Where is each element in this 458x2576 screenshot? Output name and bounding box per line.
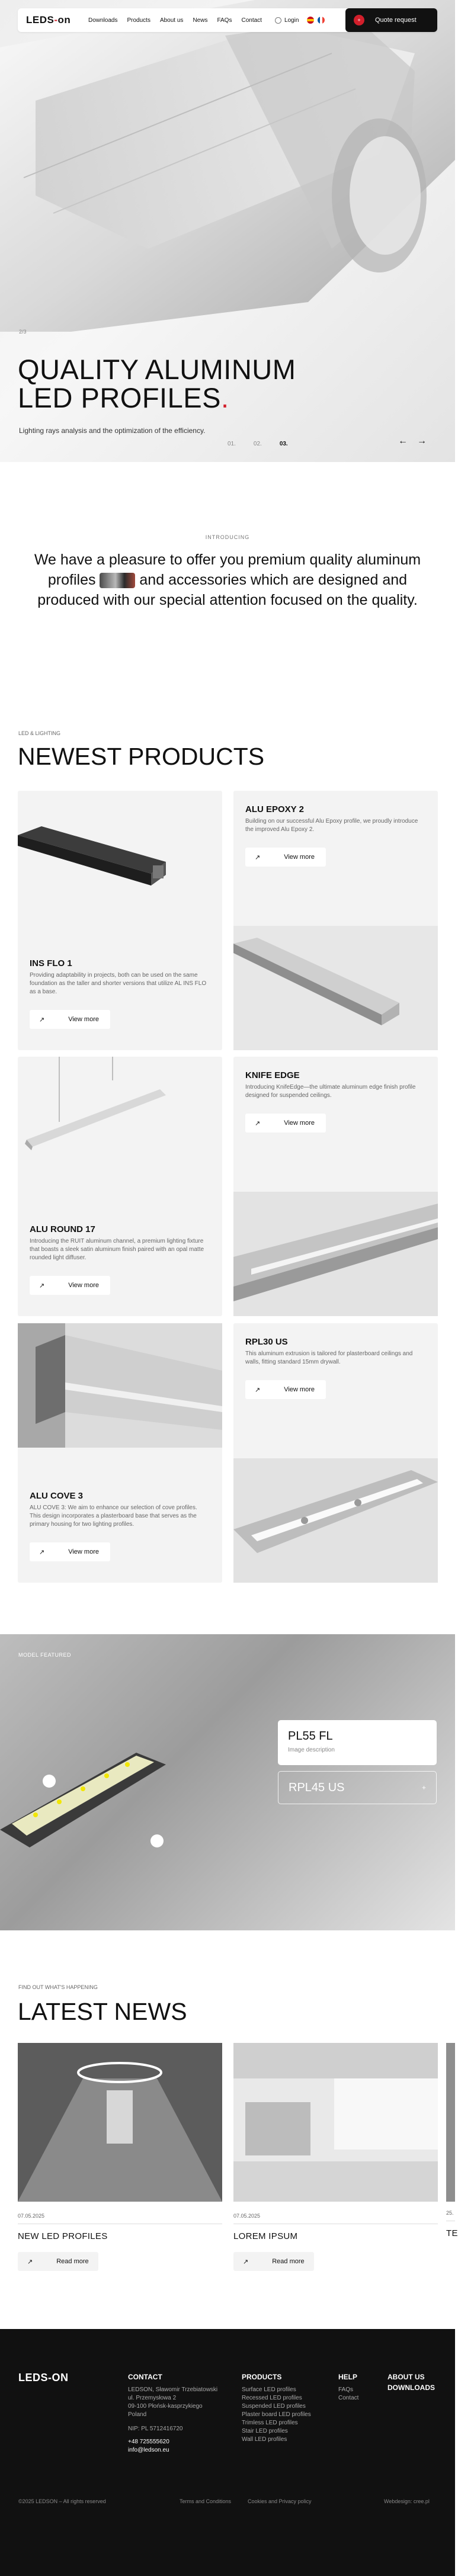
- footer-address-line: LEDSON, Sławomir Trzebiatowski: [128, 2386, 218, 2393]
- intro-text: We have a pleasure to offer you premium quality aluminum profiles and accessories which are designed and produced with our special attention focused on the quality.: [34, 551, 421, 608]
- footer-about-link[interactable]: ABOUT US: [387, 2373, 425, 2381]
- footer-address-line: 09-100 Płońsk-kasprzykiego: [128, 2403, 203, 2410]
- product-name: KNIFE EDGE: [245, 1070, 300, 1080]
- footer-link[interactable]: Suspended LED profiles: [242, 2403, 306, 2410]
- news-image: [446, 2043, 455, 2202]
- news-date: 07.05.2025: [233, 2213, 261, 2219]
- hero-section: [0, 0, 455, 462]
- product-image: [18, 791, 222, 915]
- product-description: ALU COVE 3: We aim to enhance our selection of cove profiles. This design incorporates a plasterboard base that serves as the primary housing for two lighting profiles.: [30, 1504, 197, 1528]
- featured-label: MODEL FEATURED: [18, 1652, 72, 1658]
- logo[interactable]: LEDS-on: [26, 14, 71, 25]
- news-date: 25.: [446, 2210, 454, 2216]
- login-link[interactable]: Login: [275, 17, 299, 24]
- view-more-button[interactable]: ↗ View more: [245, 1380, 326, 1399]
- footer-downloads-link[interactable]: DOWNLOADS: [387, 2383, 435, 2392]
- arrow-up-right-icon: ↗: [255, 1386, 261, 1394]
- nav-contact[interactable]: Contact: [241, 17, 262, 24]
- product-image: [233, 926, 438, 1050]
- featured-card-active[interactable]: [278, 1720, 437, 1765]
- intro-inline-image: [100, 573, 135, 588]
- product-card[interactable]: [18, 791, 222, 1050]
- product-card[interactable]: [18, 1323, 222, 1583]
- product-card[interactable]: [18, 1057, 222, 1316]
- news-title: LATEST NEWS: [18, 1998, 187, 2025]
- product-name: ALU COVE 3: [30, 1491, 84, 1501]
- read-more-button[interactable]: ↗ Read more: [18, 2252, 98, 2271]
- footer-link[interactable]: Trimless LED profiles: [242, 2420, 298, 2426]
- news-date: 07.05.2025: [18, 2213, 45, 2219]
- footer-link[interactable]: Recessed LED profiles: [242, 2395, 302, 2401]
- featured-card-title: PL55 FL: [288, 1730, 333, 1743]
- footer-address-line: Poland: [128, 2411, 147, 2418]
- hero-profile-image: [0, 0, 455, 332]
- footer-address-line: ul. Przemysłowa 2: [128, 2395, 177, 2401]
- news-image: [233, 2043, 438, 2202]
- product-card[interactable]: [233, 1057, 438, 1316]
- arrow-up-right-icon: ↗: [39, 1016, 45, 1024]
- news-label: FIND OUT WHAT'S HAPPENING: [18, 1984, 98, 1990]
- products-label: LED & LIGHTING: [18, 730, 61, 736]
- intro-label: INTRODUCING: [205, 534, 250, 540]
- hotspot-icon[interactable]: [43, 1775, 56, 1788]
- product-image: [18, 1323, 222, 1448]
- footer-help-title: HELP: [338, 2373, 358, 2381]
- footer-copyright: ©2025 LEDSON – All rights reserved: [18, 2498, 106, 2504]
- footer-nip: NIP: PL 5712416720: [128, 2426, 183, 2432]
- product-description: Providing adaptability in projects, both can be used on the same foundation as the taller and shorter versions that utilize AL INS FLO as a base.: [30, 972, 207, 995]
- product-name: RPL30 US: [245, 1337, 288, 1347]
- products-title: NEWEST PRODUCTS: [18, 743, 265, 770]
- news-image: [18, 2043, 222, 2202]
- product-name: ALU EPOXY 2: [245, 804, 304, 814]
- footer-link[interactable]: Stair LED profiles: [242, 2428, 288, 2434]
- product-name: ALU ROUND 17: [30, 1224, 95, 1234]
- footer-link[interactable]: Contact: [338, 2395, 359, 2401]
- hero-subtitle: Lighting rays analysis and the optimization of the efficiency.: [19, 426, 206, 435]
- footer-products: [242, 2373, 311, 2444]
- featured-card-title: RPL45 US: [289, 1781, 345, 1794]
- nav-about-us[interactable]: About us: [159, 17, 184, 24]
- news-title-text: NEW LED PROFILES: [18, 2231, 108, 2241]
- view-more-button[interactable]: ↗ View more: [245, 1114, 326, 1133]
- product-image: [233, 1458, 438, 1583]
- product-description: Introducing KnifeEdge—the ultimate aluminum edge finish profile designed for suspended ceilings.: [245, 1084, 416, 1099]
- product-card[interactable]: [233, 1323, 438, 1583]
- main-nav: [88, 17, 262, 24]
- footer-credit[interactable]: Webdesign: cree.pl: [384, 2498, 430, 2504]
- product-description: This aluminum extrusion is tailored for plasterboard ceilings and walls, fitting standard 15mm drywall.: [245, 1350, 413, 1365]
- spanish-flag-icon[interactable]: [307, 17, 314, 24]
- product-card[interactable]: [233, 791, 438, 1050]
- user-icon: [275, 17, 281, 24]
- footer-contact-title: CONTACT: [128, 2373, 162, 2381]
- footer-about: [387, 2373, 435, 2397]
- view-more-button[interactable]: ↗ View more: [245, 848, 326, 867]
- plus-icon: +: [354, 15, 364, 25]
- footer-phone[interactable]: +48 725555620: [128, 2439, 169, 2445]
- footer-link[interactable]: Wall LED profiles: [242, 2436, 287, 2443]
- arrow-up-right-icon: ↗: [243, 2258, 249, 2266]
- hero-slide-tag: 2/3: [19, 329, 27, 335]
- arrow-right-icon[interactable]: →: [417, 436, 427, 446]
- arrow-left-icon[interactable]: ←: [398, 436, 408, 446]
- product-name: INS FLO 1: [30, 958, 72, 968]
- arrow-up-right-icon: ↗: [39, 1282, 45, 1289]
- news-title-text: LOREM IPSUM: [233, 2231, 298, 2241]
- arrow-up-right-icon: ↗: [255, 854, 261, 861]
- pager-item-3[interactable]: 03.: [279, 441, 288, 447]
- quote-request-button[interactable]: + Quote request: [345, 8, 437, 32]
- footer-contact: [128, 2373, 217, 2455]
- product-description: Building on our successful Alu Epoxy profile, we proudly introduce the improved Alu Epoxy 2.: [245, 818, 418, 833]
- pager-item-2[interactable]: 02.: [253, 441, 262, 447]
- plus-icon: +: [421, 1783, 426, 1792]
- footer-products-title: PRODUCTS: [242, 2373, 282, 2381]
- arrow-up-right-icon: ↗: [255, 1119, 261, 1127]
- pager-item-1[interactable]: 01.: [228, 441, 236, 447]
- featured-card-description: Image description: [288, 1747, 335, 1753]
- french-flag-icon[interactable]: [318, 17, 325, 24]
- featured-section: [0, 1634, 455, 1930]
- language-switcher: [307, 17, 325, 24]
- nav-faqs[interactable]: FAQs: [217, 17, 232, 24]
- hero-pager: [228, 441, 288, 447]
- hero-title: QUALITY ALUMINUM LED PROFILES.: [18, 354, 296, 413]
- nav-news[interactable]: News: [193, 17, 208, 24]
- view-more-button[interactable]: ↗ View more: [30, 1010, 110, 1029]
- footer-terms-link[interactable]: Terms and Conditions: [180, 2498, 232, 2504]
- hotspot-icon[interactable]: [150, 1834, 164, 1847]
- footer-link[interactable]: FAQs: [338, 2386, 354, 2393]
- footer: [0, 2329, 455, 2576]
- arrow-up-right-icon: ↗: [39, 1548, 45, 1556]
- nav-products[interactable]: Products: [127, 17, 150, 24]
- arrow-up-right-icon: ↗: [27, 2258, 33, 2266]
- product-description: Introducing the RUIT aluminum channel, a premium lighting fixture that boasts a sleek satin aluminum finish paired with an opal matte rounded light diffuser.: [30, 1238, 204, 1261]
- view-more-button[interactable]: ↗ View more: [30, 1276, 110, 1295]
- news-card[interactable]: [233, 2043, 438, 2271]
- footer-link[interactable]: Surface LED profiles: [242, 2386, 296, 2393]
- news-title-text: TE: [446, 2228, 458, 2238]
- footer-email[interactable]: info@ledson.eu: [128, 2447, 169, 2453]
- footer-logo[interactable]: LEDS-ON: [18, 2372, 69, 2383]
- footer-link[interactable]: Plaster board LED profiles: [242, 2411, 311, 2418]
- news-card-partial[interactable]: [446, 2043, 458, 2238]
- footer-cookies-link[interactable]: Cookies and Privacy policy: [248, 2498, 312, 2504]
- read-more-button[interactable]: ↗ Read more: [233, 2252, 314, 2271]
- featured-product-image: [0, 1705, 190, 1859]
- footer-help: [338, 2373, 358, 2402]
- top-navigation-bar: [18, 8, 437, 32]
- view-more-button[interactable]: ↗ View more: [30, 1542, 110, 1561]
- nav-downloads[interactable]: Downloads: [88, 17, 118, 24]
- product-image: [233, 1192, 438, 1316]
- hero-arrows: [398, 436, 427, 447]
- product-image: [18, 1057, 222, 1181]
- news-card[interactable]: [18, 2043, 222, 2271]
- featured-card[interactable]: [278, 1771, 437, 1804]
